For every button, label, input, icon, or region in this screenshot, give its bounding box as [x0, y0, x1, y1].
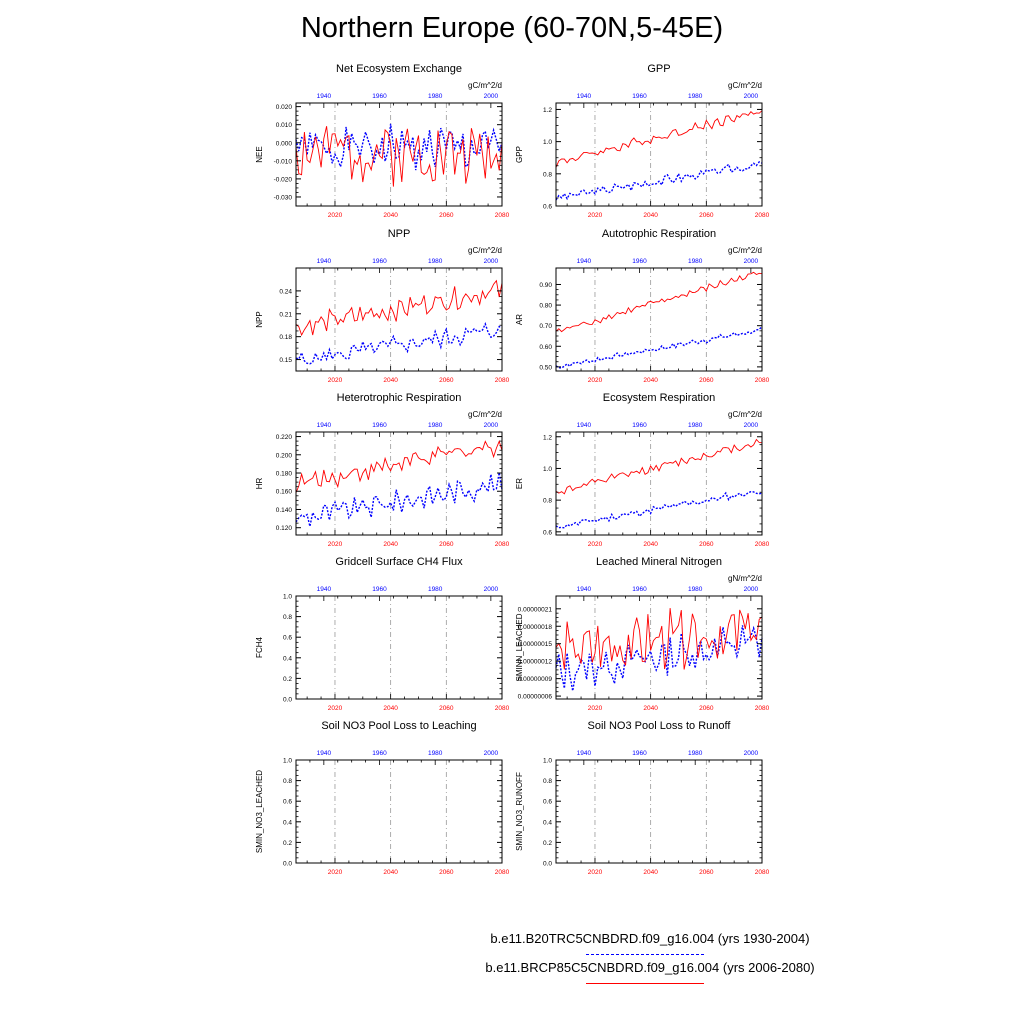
- x-bottom-tick-label: 2040: [643, 212, 658, 219]
- plot-frame: [556, 596, 762, 699]
- x-bottom-tick-label: 2060: [699, 541, 714, 548]
- x-bottom-tick-label: 2080: [754, 377, 770, 384]
- y-tick-label: 0.00000018: [517, 623, 552, 631]
- x-bottom-tick-label: 2020: [587, 541, 603, 548]
- x-bottom-tick-label: 2080: [754, 212, 770, 219]
- panel-title: Autotrophic Respiration: [601, 228, 717, 240]
- x-bottom-tick-label: 2060: [699, 869, 714, 876]
- panel-title: Leached Mineral Nitrogen: [596, 556, 722, 568]
- y-tick-label: 0.00000021: [517, 606, 552, 614]
- chart-panel-1: [255, 63, 510, 219]
- x-bottom-tick-label: 2020: [327, 212, 343, 219]
- x-bottom-tick-label: 2080: [494, 377, 510, 384]
- x-top-tick-label: 1960: [632, 586, 647, 593]
- x-top-tick-label: 1940: [316, 750, 332, 757]
- x-bottom-tick-label: 2080: [754, 869, 770, 876]
- x-bottom-tick-label: 2080: [494, 212, 510, 219]
- y-tick-label: 1.0: [542, 465, 552, 473]
- y-tick-label: 0.220: [275, 434, 292, 442]
- y-tick-label: 0.8: [282, 614, 292, 622]
- chart-panel-9: [255, 720, 510, 876]
- legend-historical-swatch: [586, 954, 704, 955]
- series-historical-line: [556, 625, 762, 691]
- plot-frame: [556, 760, 762, 863]
- y-tick-label: 0.00000006: [517, 693, 552, 701]
- series-rcp85-line: [556, 111, 762, 168]
- x-bottom-tick-label: 2020: [587, 377, 603, 384]
- x-top-tick-label: 1980: [427, 422, 443, 429]
- x-bottom-tick-label: 2020: [327, 541, 343, 548]
- x-top-tick-label: 1940: [576, 586, 592, 593]
- y-tick-label: 0.4: [282, 655, 292, 663]
- x-top-tick-label: 2000: [743, 586, 759, 593]
- x-bottom-tick-label: 2080: [754, 541, 770, 548]
- panel-units: gN/m^2/d: [728, 574, 762, 583]
- x-bottom-tick-label: 2060: [439, 869, 454, 876]
- y-axis-label: ER: [515, 477, 524, 490]
- x-top-tick-label: 1940: [316, 422, 332, 429]
- plot-frame: [296, 268, 502, 371]
- x-bottom-tick-label: 2060: [699, 705, 714, 712]
- x-top-tick-label: 1960: [372, 93, 387, 100]
- y-tick-label: -0.020: [273, 176, 292, 184]
- x-bottom-tick-label: 2060: [439, 212, 454, 219]
- plot-frame: [556, 268, 762, 371]
- y-tick-label: 0.180: [275, 470, 292, 478]
- chart-panel-5: [255, 392, 510, 548]
- x-top-tick-label: 1940: [576, 750, 592, 757]
- y-tick-label: 0.120: [275, 525, 292, 533]
- y-axis-label: SMINN_LEACHED: [515, 613, 524, 682]
- y-tick-label: 0.8: [542, 778, 552, 786]
- legend-historical-label: b.e11.B20TRC5CNBDRD.f09_g16.004 (yrs 1930-2004): [490, 931, 810, 946]
- x-bottom-tick-label: 2020: [587, 705, 603, 712]
- y-tick-label: 0.8: [542, 171, 552, 179]
- y-tick-label: 0.00000009: [517, 676, 552, 684]
- x-bottom-tick-label: 2040: [643, 541, 658, 548]
- legend-rcp85-swatch: [586, 983, 704, 984]
- x-top-tick-label: 1980: [427, 258, 443, 265]
- y-tick-label: 0.4: [542, 819, 552, 827]
- x-top-tick-label: 1960: [632, 93, 647, 100]
- panel-units: gC/m^2/d: [728, 81, 762, 90]
- x-bottom-tick-label: 2040: [643, 377, 658, 384]
- chart-panel-2: [515, 63, 770, 219]
- panel-title: Soil NO3 Pool Loss to Leaching: [321, 720, 477, 732]
- y-tick-label: 0.160: [275, 488, 292, 496]
- x-bottom-tick-label: 2080: [494, 705, 510, 712]
- x-bottom-tick-label: 2080: [754, 705, 770, 712]
- chart-panel-10: [515, 720, 770, 876]
- y-axis-label: HR: [255, 477, 264, 490]
- x-bottom-tick-label: 2040: [383, 212, 398, 219]
- x-top-tick-label: 1960: [632, 422, 647, 429]
- x-top-tick-label: 1960: [632, 258, 647, 265]
- x-top-tick-label: 1940: [316, 258, 332, 265]
- y-tick-label: 0.6: [542, 529, 552, 537]
- plot-frame: [296, 596, 502, 699]
- y-tick-label: 0.8: [282, 778, 292, 786]
- x-top-tick-label: 2000: [483, 93, 499, 100]
- x-top-tick-label: 1940: [576, 258, 592, 265]
- x-bottom-tick-label: 2040: [643, 705, 658, 712]
- x-top-tick-label: 1960: [372, 258, 387, 265]
- x-top-tick-label: 2000: [483, 586, 499, 593]
- y-tick-label: 0.8: [542, 497, 552, 505]
- y-tick-label: 0.010: [275, 122, 292, 130]
- x-bottom-tick-label: 2060: [439, 705, 454, 712]
- x-top-tick-label: 1960: [372, 422, 387, 429]
- panel-units: gC/m^2/d: [468, 410, 502, 419]
- y-tick-label: 0.70: [539, 323, 552, 331]
- x-bottom-tick-label: 2020: [327, 377, 343, 384]
- y-tick-label: -0.030: [273, 194, 292, 202]
- x-top-tick-label: 2000: [743, 93, 759, 100]
- chart-panel-3: [255, 228, 510, 384]
- x-top-tick-label: 1980: [687, 750, 703, 757]
- x-top-tick-label: 2000: [743, 750, 759, 757]
- y-tick-label: 0.0: [542, 860, 552, 868]
- series-rcp85-line: [556, 272, 762, 331]
- panel-title: Net Ecosystem Exchange: [336, 63, 462, 75]
- x-top-tick-label: 1940: [576, 422, 592, 429]
- y-tick-label: 0.2: [542, 839, 552, 847]
- y-tick-label: 1.2: [542, 106, 552, 114]
- x-bottom-tick-label: 2040: [383, 541, 398, 548]
- series-rcp85-line: [296, 441, 502, 493]
- panel-title: Ecosystem Respiration: [602, 392, 716, 404]
- x-bottom-tick-label: 2040: [383, 869, 398, 876]
- y-tick-label: 1.0: [282, 593, 292, 601]
- y-tick-label: 0.000: [275, 140, 292, 148]
- panel-units: gC/m^2/d: [728, 246, 762, 255]
- y-axis-label: SMIN_NO3_RUNOFF: [515, 772, 524, 851]
- y-axis-label: NEE: [255, 146, 264, 163]
- series-historical-line: [556, 162, 762, 200]
- plot-frame: [296, 760, 502, 863]
- x-bottom-tick-label: 2060: [439, 377, 454, 384]
- plot-frame: [296, 432, 502, 535]
- y-tick-label: 1.0: [542, 139, 552, 147]
- chart-panel-8: [515, 556, 770, 712]
- page-title: Northern Europe (60-70N,5-45E): [300, 12, 724, 44]
- series-historical-line: [556, 492, 762, 528]
- series-rcp85-line: [296, 281, 502, 335]
- legend-rcp85-label: b.e11.BRCP85C5CNBDRD.f09_g16.004 (yrs 2006-2080): [485, 960, 815, 975]
- panel-title: Gridcell Surface CH4 Flux: [335, 556, 463, 568]
- panel-units: gC/m^2/d: [468, 81, 502, 90]
- y-tick-label: 0.50: [539, 364, 552, 372]
- y-tick-label: 0.2: [282, 675, 292, 683]
- x-bottom-tick-label: 2020: [587, 869, 603, 876]
- y-tick-label: 0.21: [279, 311, 292, 319]
- y-axis-label: GPP: [515, 146, 524, 163]
- y-axis-label: NPP: [255, 311, 264, 328]
- x-top-tick-label: 1960: [372, 586, 387, 593]
- y-tick-label: 0.60: [539, 343, 552, 351]
- y-tick-label: 0.6: [542, 203, 552, 211]
- y-tick-label: 0.200: [275, 452, 292, 460]
- y-tick-label: 0.90: [539, 281, 552, 289]
- chart-panel-6: [515, 392, 770, 548]
- y-tick-label: 1.0: [542, 757, 552, 765]
- y-tick-label: 0.00000012: [517, 658, 552, 666]
- chart-panel-4: [515, 228, 770, 384]
- x-top-tick-label: 1940: [576, 93, 592, 100]
- x-top-tick-label: 2000: [483, 750, 499, 757]
- x-bottom-tick-label: 2080: [494, 541, 510, 548]
- x-top-tick-label: 1980: [687, 586, 703, 593]
- y-tick-label: 0.24: [279, 288, 292, 296]
- x-bottom-tick-label: 2060: [699, 377, 714, 384]
- y-tick-label: 1.2: [542, 434, 552, 442]
- y-tick-label: 0.15: [279, 357, 292, 365]
- x-top-tick-label: 2000: [483, 258, 499, 265]
- x-top-tick-label: 2000: [743, 422, 759, 429]
- x-top-tick-label: 1960: [372, 750, 387, 757]
- x-top-tick-label: 1980: [427, 586, 443, 593]
- y-tick-label: 0.140: [275, 506, 292, 514]
- x-top-tick-label: 1960: [632, 750, 647, 757]
- x-bottom-tick-label: 2020: [327, 869, 343, 876]
- y-tick-label: -0.010: [273, 158, 292, 166]
- y-tick-label: 0.00000015: [517, 641, 552, 649]
- x-top-tick-label: 1940: [316, 586, 332, 593]
- panel-units: gC/m^2/d: [728, 410, 762, 419]
- plot-frame: [556, 103, 762, 206]
- y-tick-label: 0.4: [282, 819, 292, 827]
- panel-title: Soil NO3 Pool Loss to Runoff: [587, 720, 731, 732]
- x-bottom-tick-label: 2020: [587, 212, 603, 219]
- x-bottom-tick-label: 2020: [327, 705, 343, 712]
- y-tick-label: 0.0: [282, 696, 292, 704]
- x-top-tick-label: 1980: [687, 258, 703, 265]
- x-top-tick-label: 1940: [316, 93, 332, 100]
- series-historical-line: [556, 327, 762, 368]
- chart-panel-7: [255, 556, 510, 712]
- y-tick-label: 0.0: [282, 860, 292, 868]
- panel-title: GPP: [647, 63, 671, 75]
- x-bottom-tick-label: 2040: [383, 377, 398, 384]
- y-tick-label: 1.0: [282, 757, 292, 765]
- panel-title: Heterotrophic Respiration: [336, 392, 462, 404]
- x-bottom-tick-label: 2040: [383, 705, 398, 712]
- x-bottom-tick-label: 2060: [439, 541, 454, 548]
- x-top-tick-label: 1980: [427, 750, 443, 757]
- x-top-tick-label: 1980: [687, 93, 703, 100]
- y-tick-label: 0.6: [282, 634, 292, 642]
- y-tick-label: 0.18: [279, 334, 292, 342]
- panel-units: gC/m^2/d: [468, 246, 502, 255]
- y-tick-label: 0.2: [282, 839, 292, 847]
- y-tick-label: 0.80: [539, 302, 552, 310]
- y-axis-label: SMIN_NO3_LEACHED: [255, 769, 264, 854]
- x-bottom-tick-label: 2040: [643, 869, 658, 876]
- x-top-tick-label: 1980: [687, 422, 703, 429]
- y-tick-label: 0.6: [282, 798, 292, 806]
- x-bottom-tick-label: 2080: [494, 869, 510, 876]
- x-top-tick-label: 2000: [743, 258, 759, 265]
- x-bottom-tick-label: 2060: [699, 212, 714, 219]
- y-tick-label: 0.6: [542, 798, 552, 806]
- y-axis-label: AR: [515, 313, 524, 326]
- series-rcp85-line: [296, 126, 502, 186]
- panel-title: NPP: [387, 228, 411, 240]
- y-tick-label: 0.020: [275, 104, 292, 112]
- x-top-tick-label: 2000: [483, 422, 499, 429]
- series-rcp85-line: [556, 440, 762, 494]
- x-top-tick-label: 1980: [427, 93, 443, 100]
- y-axis-label: FCH4: [255, 637, 264, 658]
